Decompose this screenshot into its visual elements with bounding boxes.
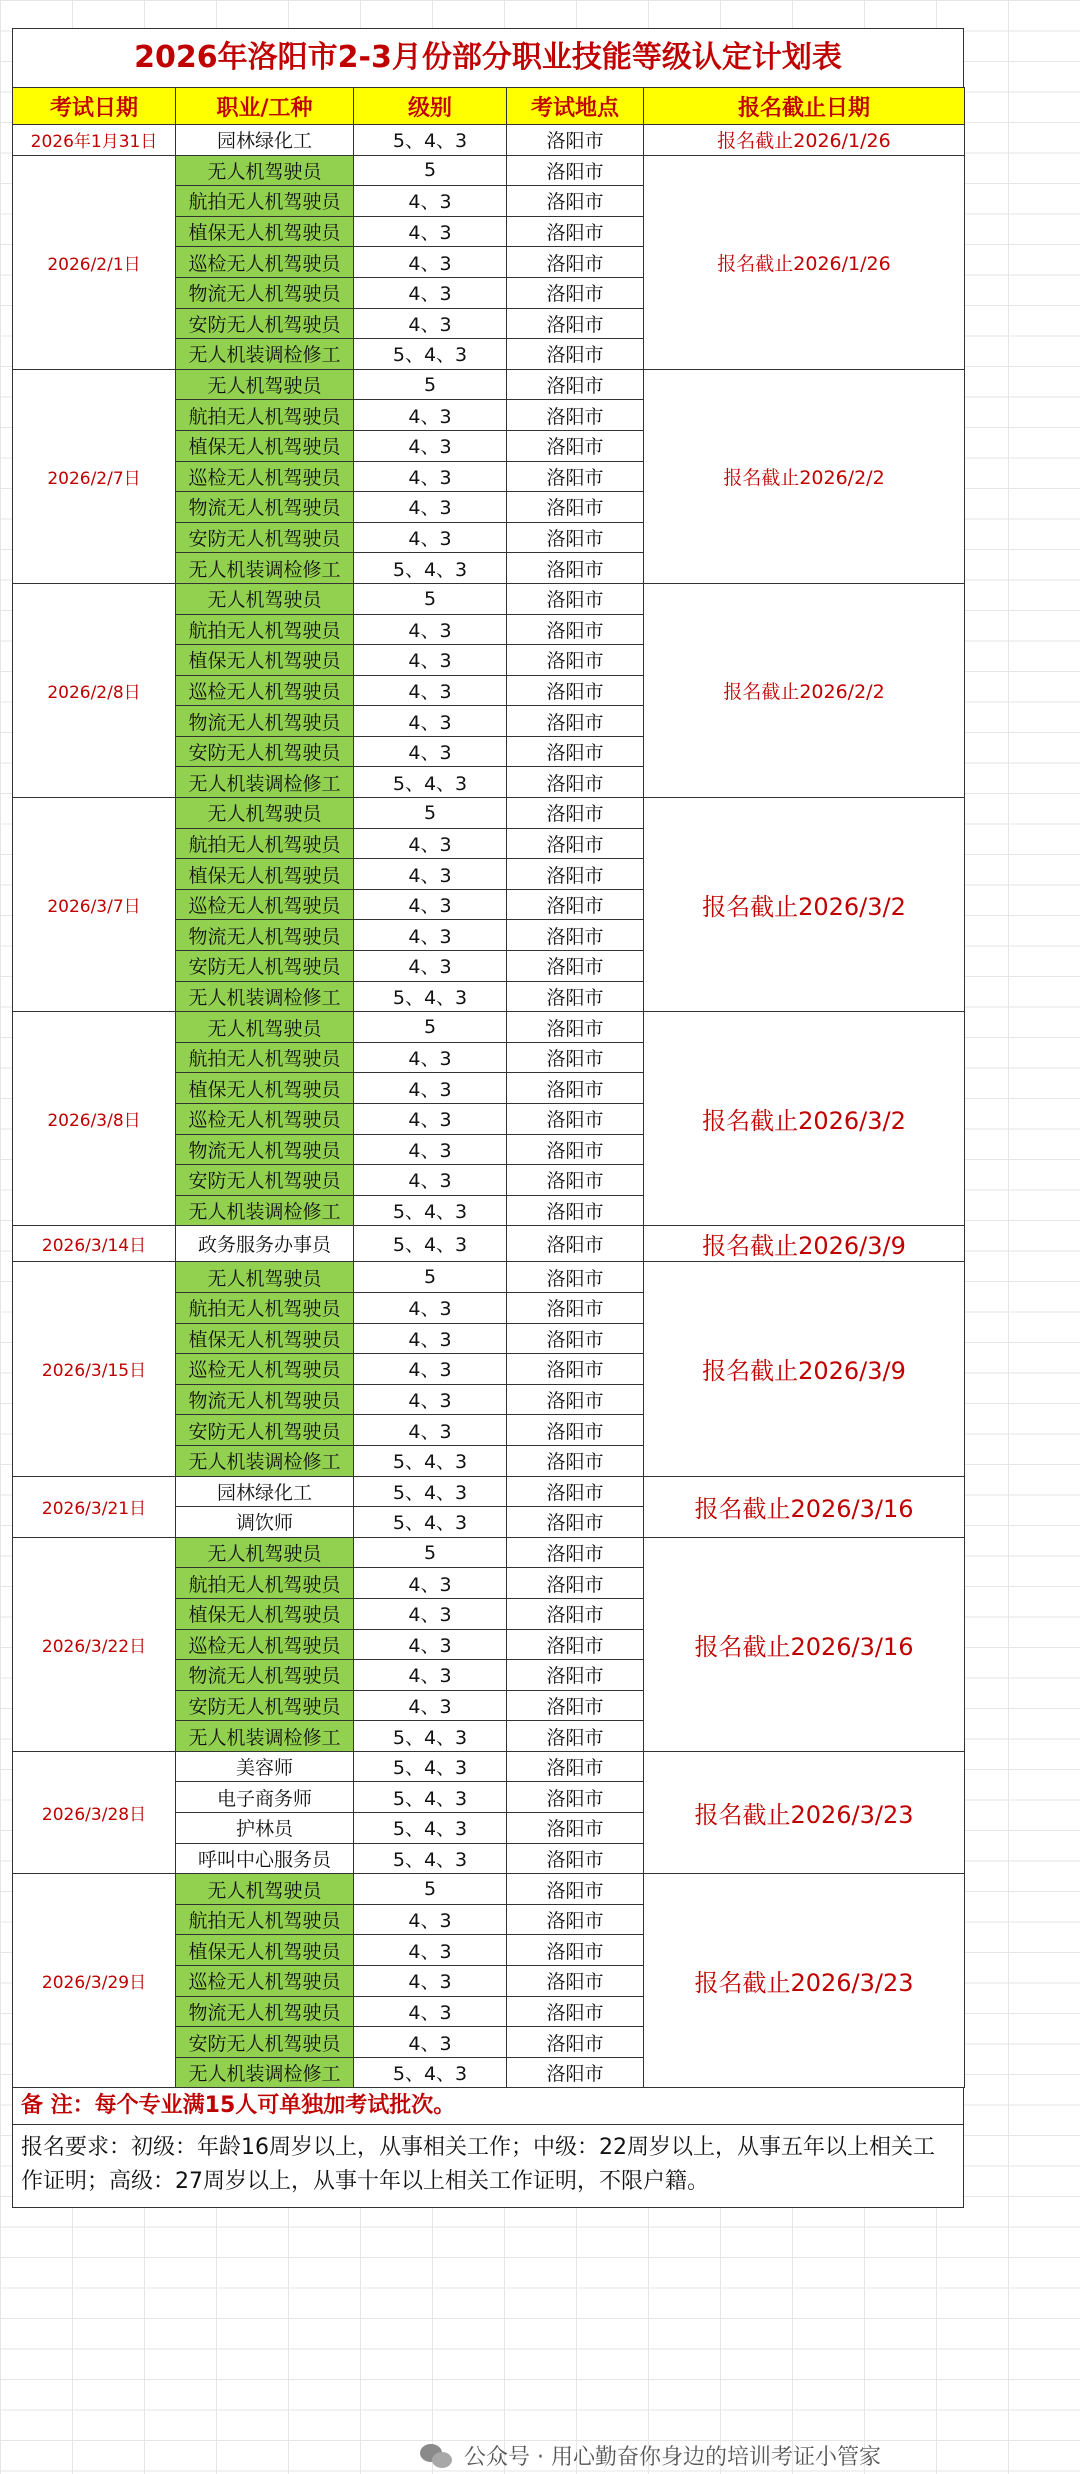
level-cell: 5 [354, 1537, 507, 1568]
level-cell: 5 [354, 1012, 507, 1043]
wechat-icon [420, 2442, 454, 2470]
place-cell: 洛阳市 [507, 1445, 644, 1476]
level-cell: 5、4、3 [354, 1721, 507, 1752]
level-cell: 4、3 [354, 675, 507, 706]
exam-date-cell: 2026/3/28日 [13, 1751, 176, 1873]
level-cell: 4、3 [354, 186, 507, 217]
exam-date-cell: 2026/2/1日 [13, 155, 176, 369]
job-cell: 呼叫中心服务员 [176, 1843, 354, 1874]
job-cell: 无人机驾驶员 [176, 155, 354, 186]
exam-date-cell: 2026/3/29日 [13, 1874, 176, 2088]
header-exam-date: 考试日期 [13, 88, 176, 125]
level-cell: 5、4、3 [354, 553, 507, 584]
place-cell: 洛阳市 [507, 1476, 644, 1507]
place-cell: 洛阳市 [507, 1537, 644, 1568]
place-cell: 洛阳市 [507, 2027, 644, 2058]
level-cell: 4、3 [354, 2027, 507, 2058]
job-cell: 调饮师 [176, 1507, 354, 1538]
place-cell: 洛阳市 [507, 889, 644, 920]
level-cell: 4、3 [354, 645, 507, 676]
place-cell: 洛阳市 [507, 1415, 644, 1446]
level-cell: 5、4、3 [354, 1445, 507, 1476]
job-cell: 无人机装调检修工 [176, 1195, 354, 1226]
place-cell: 洛阳市 [507, 125, 644, 156]
place-cell: 洛阳市 [507, 400, 644, 431]
requirements-note: 报名要求：初级：年龄16周岁以上，从事相关工作；中级：22周岁以上，从事五年以上相关工作证明；高级：27周岁以上，从事十年以上相关工作证明，不限户籍。 [12, 2125, 964, 2208]
job-cell: 航拍无人机驾驶员 [176, 1292, 354, 1323]
deadline-cell: 报名截止2026/3/16 [644, 1537, 965, 1751]
deadline-cell: 报名截止2026/1/26 [644, 155, 965, 369]
job-cell: 植保无人机驾驶员 [176, 1073, 354, 1104]
place-cell: 洛阳市 [507, 1042, 644, 1073]
job-cell: 航拍无人机驾驶员 [176, 614, 354, 645]
level-cell: 5、4、3 [354, 1226, 507, 1262]
place-cell: 洛阳市 [507, 1134, 644, 1165]
level-cell: 5、4、3 [354, 1843, 507, 1874]
place-cell: 洛阳市 [507, 1690, 644, 1721]
level-cell: 5、4、3 [354, 1813, 507, 1844]
place-cell: 洛阳市 [507, 339, 644, 370]
exam-date-cell: 2026/2/8日 [13, 583, 176, 797]
place-cell: 洛阳市 [507, 736, 644, 767]
level-cell: 5、4、3 [354, 339, 507, 370]
footer-watermark [420, 2440, 881, 2471]
place-cell: 洛阳市 [507, 1354, 644, 1385]
job-cell: 无人机驾驶员 [176, 798, 354, 829]
job-cell: 植保无人机驾驶员 [176, 1935, 354, 1966]
place-cell: 洛阳市 [507, 1012, 644, 1043]
table-row [13, 369, 965, 400]
table-row [13, 1262, 965, 1293]
level-cell: 4、3 [354, 1568, 507, 1599]
job-cell: 安防无人机驾驶员 [176, 522, 354, 553]
level-cell: 4、3 [354, 1073, 507, 1104]
header-deadline: 报名截止日期 [644, 88, 965, 125]
level-cell: 5、4、3 [354, 1782, 507, 1813]
table-row [13, 125, 965, 156]
level-cell: 5、4、3 [354, 767, 507, 798]
job-cell: 物流无人机驾驶员 [176, 1660, 354, 1691]
deadline-cell: 报名截止2026/3/23 [644, 1751, 965, 1873]
job-cell: 巡检无人机驾驶员 [176, 1629, 354, 1660]
job-cell: 无人机驾驶员 [176, 583, 354, 614]
level-cell: 4、3 [354, 216, 507, 247]
place-cell: 洛阳市 [507, 920, 644, 951]
job-cell: 物流无人机驾驶员 [176, 706, 354, 737]
job-cell: 无人机装调检修工 [176, 2057, 354, 2088]
table-row [13, 1874, 965, 1905]
place-cell: 洛阳市 [507, 1660, 644, 1691]
place-cell: 洛阳市 [507, 614, 644, 645]
level-cell: 4、3 [354, 828, 507, 859]
level-cell: 5 [354, 798, 507, 829]
level-cell: 5 [354, 155, 507, 186]
job-cell: 巡检无人机驾驶员 [176, 889, 354, 920]
job-cell: 安防无人机驾驶员 [176, 1690, 354, 1721]
job-cell: 无人机驾驶员 [176, 1262, 354, 1293]
level-cell: 4、3 [354, 430, 507, 461]
plan-table [12, 87, 965, 2088]
place-cell: 洛阳市 [507, 369, 644, 400]
deadline-cell: 报名截止2026/2/2 [644, 583, 965, 797]
level-cell: 4、3 [354, 1690, 507, 1721]
level-cell: 4、3 [354, 1165, 507, 1196]
level-cell: 4、3 [354, 736, 507, 767]
place-cell: 洛阳市 [507, 430, 644, 461]
remark-note: 备 注：每个专业满15人可单独加考试批次。 [12, 2088, 964, 2125]
job-cell: 物流无人机驾驶员 [176, 1134, 354, 1165]
job-cell: 巡检无人机驾驶员 [176, 247, 354, 278]
place-cell: 洛阳市 [507, 1384, 644, 1415]
level-cell: 4、3 [354, 1354, 507, 1385]
page-title: 2026年洛阳市2-3月份部分职业技能等级认定计划表 [12, 28, 964, 87]
job-cell: 植保无人机驾驶员 [176, 430, 354, 461]
job-cell: 政务服务办事员 [176, 1226, 354, 1262]
job-cell: 物流无人机驾驶员 [176, 1384, 354, 1415]
level-cell: 5 [354, 1874, 507, 1905]
job-cell: 园林绿化工 [176, 125, 354, 156]
exam-date-cell: 2026/3/21日 [13, 1476, 176, 1537]
place-cell: 洛阳市 [507, 1782, 644, 1813]
job-cell: 无人机驾驶员 [176, 369, 354, 400]
place-cell: 洛阳市 [507, 1996, 644, 2027]
header-job: 职业/工种 [176, 88, 354, 125]
job-cell: 植保无人机驾驶员 [176, 1598, 354, 1629]
job-cell: 植保无人机驾驶员 [176, 645, 354, 676]
job-cell: 无人机装调检修工 [176, 1445, 354, 1476]
job-cell: 美容师 [176, 1751, 354, 1782]
table-row [13, 798, 965, 829]
place-cell: 洛阳市 [507, 1966, 644, 1997]
place-cell: 洛阳市 [507, 583, 644, 614]
job-cell: 巡检无人机驾驶员 [176, 1966, 354, 1997]
place-cell: 洛阳市 [507, 981, 644, 1012]
level-cell: 4、3 [354, 1598, 507, 1629]
level-cell: 5、4、3 [354, 2057, 507, 2088]
level-cell: 4、3 [354, 1660, 507, 1691]
level-cell: 4、3 [354, 1104, 507, 1135]
exam-date-cell: 2026/3/14日 [13, 1226, 176, 1262]
job-cell: 巡检无人机驾驶员 [176, 1354, 354, 1385]
job-cell: 无人机驾驶员 [176, 1012, 354, 1043]
level-cell: 4、3 [354, 889, 507, 920]
deadline-cell: 报名截止2026/3/2 [644, 798, 965, 1012]
job-cell: 安防无人机驾驶员 [176, 1415, 354, 1446]
level-cell: 5、4、3 [354, 1507, 507, 1538]
level-cell: 5、4、3 [354, 981, 507, 1012]
job-cell: 植保无人机驾驶员 [176, 1323, 354, 1354]
job-cell: 物流无人机驾驶员 [176, 277, 354, 308]
level-cell: 4、3 [354, 1042, 507, 1073]
job-cell: 无人机装调检修工 [176, 981, 354, 1012]
deadline-cell: 报名截止2026/2/2 [644, 369, 965, 583]
table-row [13, 1476, 965, 1507]
level-cell: 4、3 [354, 308, 507, 339]
level-cell: 4、3 [354, 461, 507, 492]
place-cell: 洛阳市 [507, 1629, 644, 1660]
level-cell: 4、3 [354, 920, 507, 951]
plan-table-body [13, 125, 965, 2088]
job-cell: 安防无人机驾驶员 [176, 1165, 354, 1196]
level-cell: 4、3 [354, 706, 507, 737]
exam-date-cell: 2026/2/7日 [13, 369, 176, 583]
place-cell: 洛阳市 [507, 798, 644, 829]
level-cell: 4、3 [354, 859, 507, 890]
table-row [13, 1012, 965, 1043]
job-cell: 巡检无人机驾驶员 [176, 675, 354, 706]
job-cell: 航拍无人机驾驶员 [176, 186, 354, 217]
level-cell: 4、3 [354, 1966, 507, 1997]
deadline-cell: 报名截止2026/3/9 [644, 1226, 965, 1262]
level-cell: 4、3 [354, 522, 507, 553]
job-cell: 物流无人机驾驶员 [176, 920, 354, 951]
exam-date-cell: 2026/3/22日 [13, 1537, 176, 1751]
place-cell: 洛阳市 [507, 1073, 644, 1104]
place-cell: 洛阳市 [507, 1292, 644, 1323]
deadline-cell: 报名截止2026/1/26 [644, 125, 965, 156]
job-cell: 无人机装调检修工 [176, 339, 354, 370]
header-place: 考试地点 [507, 88, 644, 125]
job-cell: 物流无人机驾驶员 [176, 1996, 354, 2027]
place-cell: 洛阳市 [507, 706, 644, 737]
level-cell: 5、4、3 [354, 1195, 507, 1226]
level-cell: 5、4、3 [354, 1751, 507, 1782]
place-cell: 洛阳市 [507, 553, 644, 584]
level-cell: 4、3 [354, 1904, 507, 1935]
job-cell: 安防无人机驾驶员 [176, 736, 354, 767]
table-row [13, 1537, 965, 1568]
place-cell: 洛阳市 [507, 1507, 644, 1538]
level-cell: 4、3 [354, 1935, 507, 1966]
job-cell: 安防无人机驾驶员 [176, 308, 354, 339]
place-cell: 洛阳市 [507, 522, 644, 553]
level-cell: 5 [354, 369, 507, 400]
table-row [13, 1226, 965, 1262]
deadline-cell: 报名截止2026/3/23 [644, 1874, 965, 2088]
job-cell: 无人机装调检修工 [176, 553, 354, 584]
level-cell: 4、3 [354, 1292, 507, 1323]
deadline-cell: 报名截止2026/3/9 [644, 1262, 965, 1476]
level-cell: 4、3 [354, 492, 507, 523]
place-cell: 洛阳市 [507, 1751, 644, 1782]
place-cell: 洛阳市 [507, 1813, 644, 1844]
exam-date-cell: 2026年1月31日 [13, 125, 176, 156]
place-cell: 洛阳市 [507, 186, 644, 217]
table-row [13, 583, 965, 614]
place-cell: 洛阳市 [507, 461, 644, 492]
place-cell: 洛阳市 [507, 308, 644, 339]
place-cell: 洛阳市 [507, 1104, 644, 1135]
plan-sheet [12, 28, 964, 2208]
place-cell: 洛阳市 [507, 1165, 644, 1196]
table-row [13, 155, 965, 186]
header-row [13, 88, 965, 125]
header-level: 级别 [354, 88, 507, 125]
level-cell: 4、3 [354, 1629, 507, 1660]
place-cell: 洛阳市 [507, 645, 644, 676]
job-cell: 电子商务师 [176, 1782, 354, 1813]
job-cell: 巡检无人机驾驶员 [176, 1104, 354, 1135]
place-cell: 洛阳市 [507, 247, 644, 278]
place-cell: 洛阳市 [507, 1843, 644, 1874]
level-cell: 5、4、3 [354, 1476, 507, 1507]
place-cell: 洛阳市 [507, 1935, 644, 1966]
job-cell: 植保无人机驾驶员 [176, 216, 354, 247]
job-cell: 航拍无人机驾驶员 [176, 1568, 354, 1599]
exam-date-cell: 2026/3/7日 [13, 798, 176, 1012]
place-cell: 洛阳市 [507, 216, 644, 247]
place-cell: 洛阳市 [507, 1262, 644, 1293]
place-cell: 洛阳市 [507, 277, 644, 308]
job-cell: 无人机驾驶员 [176, 1537, 354, 1568]
level-cell: 4、3 [354, 247, 507, 278]
job-cell: 护林员 [176, 1813, 354, 1844]
place-cell: 洛阳市 [507, 828, 644, 859]
job-cell: 园林绿化工 [176, 1476, 354, 1507]
level-cell: 5 [354, 583, 507, 614]
level-cell: 4、3 [354, 1134, 507, 1165]
place-cell: 洛阳市 [507, 1568, 644, 1599]
job-cell: 植保无人机驾驶员 [176, 859, 354, 890]
place-cell: 洛阳市 [507, 2057, 644, 2088]
level-cell: 5、4、3 [354, 125, 507, 156]
job-cell: 无人机驾驶员 [176, 1874, 354, 1905]
job-cell: 巡检无人机驾驶员 [176, 461, 354, 492]
level-cell: 4、3 [354, 1323, 507, 1354]
job-cell: 无人机装调检修工 [176, 767, 354, 798]
place-cell: 洛阳市 [507, 1904, 644, 1935]
job-cell: 无人机装调检修工 [176, 1721, 354, 1752]
level-cell: 4、3 [354, 400, 507, 431]
job-cell: 安防无人机驾驶员 [176, 2027, 354, 2058]
job-cell: 航拍无人机驾驶员 [176, 1904, 354, 1935]
place-cell: 洛阳市 [507, 1195, 644, 1226]
footer-text: 公众号 · 用心勤奋你身边的培训考证小管家 [464, 2445, 881, 2470]
place-cell: 洛阳市 [507, 1721, 644, 1752]
place-cell: 洛阳市 [507, 859, 644, 890]
place-cell: 洛阳市 [507, 767, 644, 798]
place-cell: 洛阳市 [507, 675, 644, 706]
job-cell: 航拍无人机驾驶员 [176, 1042, 354, 1073]
place-cell: 洛阳市 [507, 1226, 644, 1262]
level-cell: 4、3 [354, 277, 507, 308]
place-cell: 洛阳市 [507, 155, 644, 186]
place-cell: 洛阳市 [507, 492, 644, 523]
place-cell: 洛阳市 [507, 1874, 644, 1905]
exam-date-cell: 2026/3/8日 [13, 1012, 176, 1226]
job-cell: 物流无人机驾驶员 [176, 492, 354, 523]
deadline-cell: 报名截止2026/3/16 [644, 1476, 965, 1537]
level-cell: 4、3 [354, 1415, 507, 1446]
place-cell: 洛阳市 [507, 951, 644, 982]
level-cell: 4、3 [354, 1996, 507, 2027]
job-cell: 航拍无人机驾驶员 [176, 400, 354, 431]
level-cell: 4、3 [354, 1384, 507, 1415]
level-cell: 4、3 [354, 951, 507, 982]
table-row [13, 1751, 965, 1782]
job-cell: 航拍无人机驾驶员 [176, 828, 354, 859]
level-cell: 5 [354, 1262, 507, 1293]
exam-date-cell: 2026/3/15日 [13, 1262, 176, 1476]
place-cell: 洛阳市 [507, 1598, 644, 1629]
job-cell: 安防无人机驾驶员 [176, 951, 354, 982]
level-cell: 4、3 [354, 614, 507, 645]
place-cell: 洛阳市 [507, 1323, 644, 1354]
deadline-cell: 报名截止2026/3/2 [644, 1012, 965, 1226]
